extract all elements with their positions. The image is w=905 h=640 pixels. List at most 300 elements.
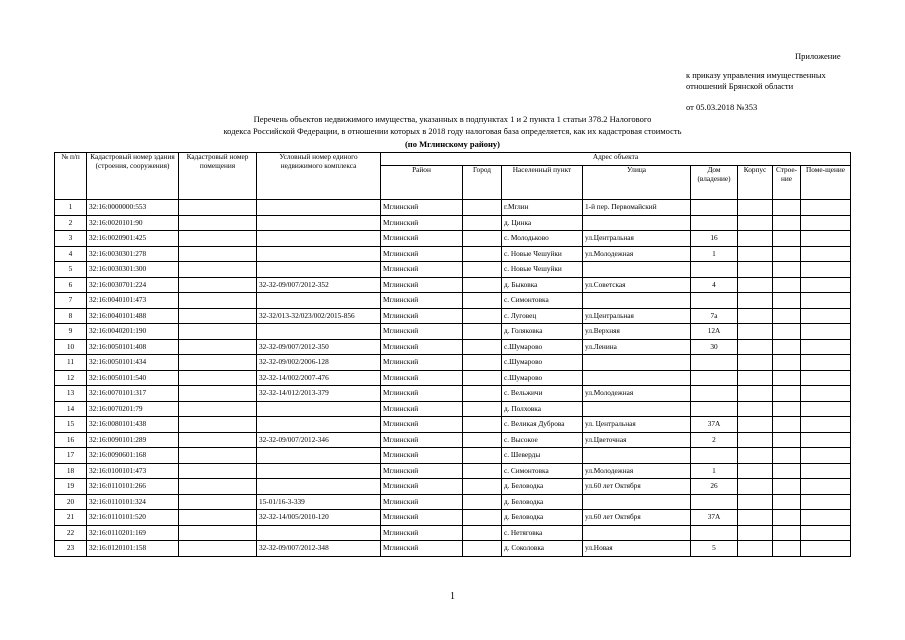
cell-cond-num — [257, 246, 381, 262]
cell-city — [463, 494, 502, 510]
cell-house — [691, 355, 738, 371]
cell-locality: г.Мглин — [502, 200, 583, 216]
cell-room — [801, 401, 851, 417]
cell-num: 16 — [55, 432, 87, 448]
col-header-building: Строе-ние — [773, 166, 801, 200]
table-row — [55, 324, 851, 340]
cell-building — [773, 463, 801, 479]
cell-building — [773, 246, 801, 262]
cell-num: 4 — [55, 246, 87, 262]
cell-cond-num: 32-32-09/002/2006-128 — [257, 355, 381, 371]
cell-cad-room — [179, 432, 257, 448]
cell-block — [738, 231, 773, 247]
cell-num: 17 — [55, 448, 87, 464]
cell-num: 18 — [55, 463, 87, 479]
cell-district: Мглинский — [381, 370, 463, 386]
page-number: 1 — [450, 591, 455, 602]
cell-street: ул.Молодежная — [583, 463, 691, 479]
cell-cad-room — [179, 417, 257, 433]
document-title-line2: кодекса Российской Федерации, в отношении которых в 2018 году налоговая база определяется, как их кадастровая стоимость — [223, 126, 682, 136]
cell-cad-building: 32:16:0120101:158 — [87, 541, 179, 557]
table-row — [55, 355, 851, 371]
cell-building — [773, 479, 801, 495]
cell-building — [773, 215, 801, 231]
cell-num: 10 — [55, 339, 87, 355]
cell-cad-room — [179, 215, 257, 231]
cell-cond-num: 32-32-09/007/2012-352 — [257, 277, 381, 293]
cell-room — [801, 231, 851, 247]
cell-num: 2 — [55, 215, 87, 231]
col-header-house: Дом (владение) — [691, 166, 738, 200]
cell-street — [583, 448, 691, 464]
cell-district: Мглинский — [381, 355, 463, 371]
table-row — [55, 401, 851, 417]
col-header-block: Корпус — [738, 166, 773, 200]
cell-locality: с.Шумарово — [502, 355, 583, 371]
cell-block — [738, 355, 773, 371]
col-header-street: Улица — [583, 166, 691, 200]
cell-cad-room — [179, 355, 257, 371]
table-body — [55, 200, 851, 557]
cell-street: ул.60 лет Октября — [583, 510, 691, 526]
cell-block — [738, 215, 773, 231]
cell-city — [463, 479, 502, 495]
cell-building — [773, 231, 801, 247]
cell-num: 12 — [55, 370, 87, 386]
cell-cond-num — [257, 525, 381, 541]
cell-street: 1-й пер. Первомайский — [583, 200, 691, 216]
cell-district: Мглинский — [381, 246, 463, 262]
cell-house: 16 — [691, 231, 738, 247]
cell-num: 19 — [55, 479, 87, 495]
cell-cad-building: 32:16:0050101:408 — [87, 339, 179, 355]
cell-cad-room — [179, 339, 257, 355]
table-row — [55, 200, 851, 216]
cell-cad-room — [179, 370, 257, 386]
cell-cad-building: 32:16:0030301:278 — [87, 246, 179, 262]
cell-block — [738, 386, 773, 402]
cell-city — [463, 246, 502, 262]
cell-city — [463, 417, 502, 433]
cell-city — [463, 432, 502, 448]
cell-room — [801, 494, 851, 510]
cell-district: Мглинский — [381, 308, 463, 324]
cell-cad-room — [179, 246, 257, 262]
col-header-cond-num: Условный номер единого недвижимого комплекса — [257, 153, 381, 200]
cell-city — [463, 231, 502, 247]
cell-city — [463, 339, 502, 355]
cell-house: 1 — [691, 463, 738, 479]
cell-cad-building: 32:16:0090101:289 — [87, 432, 179, 448]
cell-street — [583, 370, 691, 386]
cell-locality: с. Шеверды — [502, 448, 583, 464]
cell-room — [801, 448, 851, 464]
table-row — [55, 494, 851, 510]
cell-street: ул.Молодежная — [583, 386, 691, 402]
cell-num: 3 — [55, 231, 87, 247]
cell-room — [801, 339, 851, 355]
cell-house: 7а — [691, 308, 738, 324]
cell-room — [801, 479, 851, 495]
cell-num: 1 — [55, 200, 87, 216]
cell-house: 30 — [691, 339, 738, 355]
cell-cond-num: 15-01/16-3-339 — [257, 494, 381, 510]
cell-locality: с. Симонтовка — [502, 463, 583, 479]
cell-street: ул.Ленина — [583, 339, 691, 355]
cell-district: Мглинский — [381, 386, 463, 402]
cell-city — [463, 525, 502, 541]
cell-room — [801, 355, 851, 371]
cell-cond-num — [257, 401, 381, 417]
cell-block — [738, 262, 773, 278]
cell-district: Мглинский — [381, 262, 463, 278]
cell-district: Мглинский — [381, 401, 463, 417]
cell-city — [463, 370, 502, 386]
cell-locality: д. Беловодка — [502, 479, 583, 495]
cell-street — [583, 293, 691, 309]
cell-house — [691, 494, 738, 510]
cell-locality: д. Беловодка — [502, 510, 583, 526]
cell-cad-room — [179, 401, 257, 417]
cell-num: 20 — [55, 494, 87, 510]
cell-num: 8 — [55, 308, 87, 324]
cell-room — [801, 262, 851, 278]
cell-room — [801, 246, 851, 262]
cell-city — [463, 541, 502, 557]
cell-block — [738, 510, 773, 526]
cell-block — [738, 494, 773, 510]
cell-house: 37А — [691, 510, 738, 526]
table-row — [55, 541, 851, 557]
cell-locality: с. Луговец — [502, 308, 583, 324]
cell-district: Мглинский — [381, 432, 463, 448]
cell-building — [773, 308, 801, 324]
cell-num: 14 — [55, 401, 87, 417]
cell-district: Мглинский — [381, 525, 463, 541]
cell-house: 26 — [691, 479, 738, 495]
cell-house — [691, 215, 738, 231]
cell-locality: д. Цинка — [502, 215, 583, 231]
cell-cond-num: 32-32-09/007/2012-348 — [257, 541, 381, 557]
table-row — [55, 448, 851, 464]
cell-cad-building: 32:16:0040101:488 — [87, 308, 179, 324]
table-row — [55, 417, 851, 433]
col-header-district: Район — [381, 166, 463, 200]
table-row — [55, 510, 851, 526]
cell-locality: с. Великая Дуброва — [502, 417, 583, 433]
cell-cad-room — [179, 231, 257, 247]
cell-room — [801, 510, 851, 526]
table-row — [55, 262, 851, 278]
cell-num: 5 — [55, 262, 87, 278]
cell-city — [463, 448, 502, 464]
appendix-label: Приложение — [795, 51, 841, 61]
cell-room — [801, 386, 851, 402]
cell-house — [691, 401, 738, 417]
cell-locality: д. Беловодка — [502, 494, 583, 510]
cell-locality: с.Шумарово — [502, 370, 583, 386]
cell-block — [738, 432, 773, 448]
cell-room — [801, 308, 851, 324]
cell-num: 6 — [55, 277, 87, 293]
cell-house: 4 — [691, 277, 738, 293]
table-row — [55, 215, 851, 231]
cell-num: 13 — [55, 386, 87, 402]
cell-street: ул.Цветочная — [583, 432, 691, 448]
cell-building — [773, 448, 801, 464]
cell-street: ул.60 лет Октября — [583, 479, 691, 495]
cell-cad-building: 32:16:0040101:473 — [87, 293, 179, 309]
cell-room — [801, 417, 851, 433]
cell-locality: с. Молодьково — [502, 231, 583, 247]
cell-street: ул.Центральная — [583, 231, 691, 247]
cell-house — [691, 293, 738, 309]
cell-city — [463, 463, 502, 479]
cell-street — [583, 262, 691, 278]
col-header-locality: Населенный пункт — [502, 166, 583, 200]
table-row — [55, 463, 851, 479]
cell-block — [738, 277, 773, 293]
cell-street — [583, 494, 691, 510]
cell-locality: д. Быковка — [502, 277, 583, 293]
cell-cad-building: 32:16:0050101:540 — [87, 370, 179, 386]
document-title-district: (по Мглинскому району) — [404, 139, 501, 149]
cell-locality: с. Новые Чешуйки — [502, 262, 583, 278]
cell-cad-building: 32:16:0040201:190 — [87, 324, 179, 340]
cell-cad-room — [179, 308, 257, 324]
cell-cond-num — [257, 231, 381, 247]
cell-district: Мглинский — [381, 510, 463, 526]
table-row — [55, 293, 851, 309]
cell-room — [801, 370, 851, 386]
cell-cad-room — [179, 277, 257, 293]
cell-cad-room — [179, 541, 257, 557]
cell-street: ул. Центральная — [583, 417, 691, 433]
cell-house — [691, 386, 738, 402]
col-header-city: Город — [463, 166, 502, 200]
cell-district: Мглинский — [381, 463, 463, 479]
cell-room — [801, 293, 851, 309]
property-register-table — [54, 152, 851, 557]
cell-cad-building: 32:16:0020101:90 — [87, 215, 179, 231]
cell-cond-num — [257, 293, 381, 309]
table-row — [55, 479, 851, 495]
cell-cad-building: 32:16:0110101:324 — [87, 494, 179, 510]
cell-cond-num: 32-32-09/007/2012-350 — [257, 339, 381, 355]
cell-district: Мглинский — [381, 339, 463, 355]
cell-district: Мглинский — [381, 293, 463, 309]
cell-cond-num — [257, 262, 381, 278]
order-date-number: от 05.03.2018 №353 — [686, 102, 758, 112]
cell-block — [738, 463, 773, 479]
cell-house: 12А — [691, 324, 738, 340]
cell-cad-building: 32:16:0100101:473 — [87, 463, 179, 479]
cell-num: 9 — [55, 324, 87, 340]
cell-num: 7 — [55, 293, 87, 309]
cell-block — [738, 448, 773, 464]
cell-district: Мглинский — [381, 200, 463, 216]
cell-city — [463, 277, 502, 293]
cell-block — [738, 324, 773, 340]
cell-city — [463, 401, 502, 417]
cell-city — [463, 293, 502, 309]
cell-block — [738, 541, 773, 557]
cell-building — [773, 277, 801, 293]
cell-building — [773, 200, 801, 216]
cell-street — [583, 355, 691, 371]
cell-cond-num — [257, 463, 381, 479]
cell-cond-num: 32-32/013-32/023/002/2015-856 — [257, 308, 381, 324]
cell-block — [738, 308, 773, 324]
table-row — [55, 308, 851, 324]
cell-cad-building: 32:16:0070101:317 — [87, 386, 179, 402]
cell-building — [773, 262, 801, 278]
cell-street: ул.Верхняя — [583, 324, 691, 340]
cell-cond-num: 32-32-14/002/2007-476 — [257, 370, 381, 386]
cell-cad-building: 32:16:0020901:425 — [87, 231, 179, 247]
cell-building — [773, 293, 801, 309]
cell-locality: с. Нетяговка — [502, 525, 583, 541]
cell-district: Мглинский — [381, 448, 463, 464]
cell-cad-building: 32:16:0080101:438 — [87, 417, 179, 433]
cell-locality: с. Высокое — [502, 432, 583, 448]
table-row — [55, 277, 851, 293]
document-title-line1: Перечень объектов недвижимого имущества, указанных в подпунктах 1 и 2 пункта 1 статьи 378.2 Налогового — [253, 114, 652, 124]
cell-house — [691, 370, 738, 386]
cell-room — [801, 432, 851, 448]
cell-locality: с. Симонтовка — [502, 293, 583, 309]
cell-cad-room — [179, 200, 257, 216]
cell-locality: д. Соколовка — [502, 541, 583, 557]
cell-building — [773, 355, 801, 371]
cell-block — [738, 479, 773, 495]
cell-locality: с. Новые Чешуйки — [502, 246, 583, 262]
cell-cad-room — [179, 525, 257, 541]
cell-locality: д. Полховка — [502, 401, 583, 417]
cell-building — [773, 525, 801, 541]
cell-city — [463, 386, 502, 402]
cell-building — [773, 541, 801, 557]
cell-cad-building: 32:16:0110201:169 — [87, 525, 179, 541]
cell-street — [583, 215, 691, 231]
cell-num: 23 — [55, 541, 87, 557]
cell-room — [801, 215, 851, 231]
cell-num: 21 — [55, 510, 87, 526]
cell-block — [738, 525, 773, 541]
cell-num: 11 — [55, 355, 87, 371]
cell-room — [801, 324, 851, 340]
order-reference-line1: к приказу управления имущественных — [686, 70, 826, 80]
cell-locality: с.Шумарово — [502, 339, 583, 355]
cell-cad-building: 32:16:0110101:266 — [87, 479, 179, 495]
cell-street: ул.Молодежная — [583, 246, 691, 262]
cell-block — [738, 200, 773, 216]
cell-house — [691, 448, 738, 464]
cell-district: Мглинский — [381, 324, 463, 340]
cell-cad-building: 32:16:0030301:300 — [87, 262, 179, 278]
cell-building — [773, 401, 801, 417]
cell-building — [773, 494, 801, 510]
cell-cond-num — [257, 215, 381, 231]
table-row — [55, 339, 851, 355]
cell-district: Мглинский — [381, 417, 463, 433]
cell-house: 1 — [691, 246, 738, 262]
cell-building — [773, 339, 801, 355]
cell-locality: д. Голяковка — [502, 324, 583, 340]
cell-cad-building: 32:16:0050101:434 — [87, 355, 179, 371]
cell-cad-room — [179, 324, 257, 340]
cell-cad-building: 32:16:0110101:520 — [87, 510, 179, 526]
cell-house — [691, 525, 738, 541]
cell-building — [773, 324, 801, 340]
col-header-cad-building: Кадастровый номер здания (строения, сооружения) — [87, 153, 179, 200]
cell-district: Мглинский — [381, 277, 463, 293]
cell-locality: с. Вельжичи — [502, 386, 583, 402]
cell-city — [463, 308, 502, 324]
cell-cond-num — [257, 448, 381, 464]
cell-cond-num: 32-32-14/012/2013-379 — [257, 386, 381, 402]
cell-block — [738, 401, 773, 417]
cell-block — [738, 293, 773, 309]
cell-house — [691, 200, 738, 216]
cell-city — [463, 355, 502, 371]
cell-city — [463, 200, 502, 216]
cell-city — [463, 215, 502, 231]
cell-cad-room — [179, 293, 257, 309]
cell-city — [463, 324, 502, 340]
col-header-num: № п/п — [55, 153, 87, 200]
cell-room — [801, 200, 851, 216]
cell-district: Мглинский — [381, 231, 463, 247]
cell-house: 37А — [691, 417, 738, 433]
cell-room — [801, 541, 851, 557]
cell-cad-room — [179, 448, 257, 464]
cell-cond-num — [257, 200, 381, 216]
cell-block — [738, 417, 773, 433]
table-row — [55, 386, 851, 402]
cell-cad-building: 32:16:0030701:224 — [87, 277, 179, 293]
cell-cad-building: 32:16:0070201:79 — [87, 401, 179, 417]
cell-cond-num: 32-32-14/005/2010-120 — [257, 510, 381, 526]
col-header-room: Поме-щение — [801, 166, 851, 200]
table-row — [55, 525, 851, 541]
table-row — [55, 432, 851, 448]
table-row — [55, 370, 851, 386]
table-row — [55, 246, 851, 262]
cell-cad-room — [179, 463, 257, 479]
cell-street: ул.Новая — [583, 541, 691, 557]
cell-block — [738, 246, 773, 262]
cell-cad-room — [179, 494, 257, 510]
cell-num: 15 — [55, 417, 87, 433]
cell-house — [691, 262, 738, 278]
cell-building — [773, 370, 801, 386]
cell-cad-building: 32:16:0000000:553 — [87, 200, 179, 216]
cell-street: ул.Центральная — [583, 308, 691, 324]
cell-cond-num — [257, 417, 381, 433]
cell-cad-room — [179, 510, 257, 526]
cell-house: 2 — [691, 432, 738, 448]
cell-cond-num: 32-32-09/007/2012-346 — [257, 432, 381, 448]
cell-cond-num — [257, 479, 381, 495]
cell-city — [463, 262, 502, 278]
cell-building — [773, 386, 801, 402]
col-header-address: Адрес объекта — [381, 153, 851, 166]
cell-cad-room — [179, 386, 257, 402]
cell-city — [463, 510, 502, 526]
order-reference-line2: отношений Брянской области — [686, 81, 794, 91]
cell-cad-room — [179, 479, 257, 495]
